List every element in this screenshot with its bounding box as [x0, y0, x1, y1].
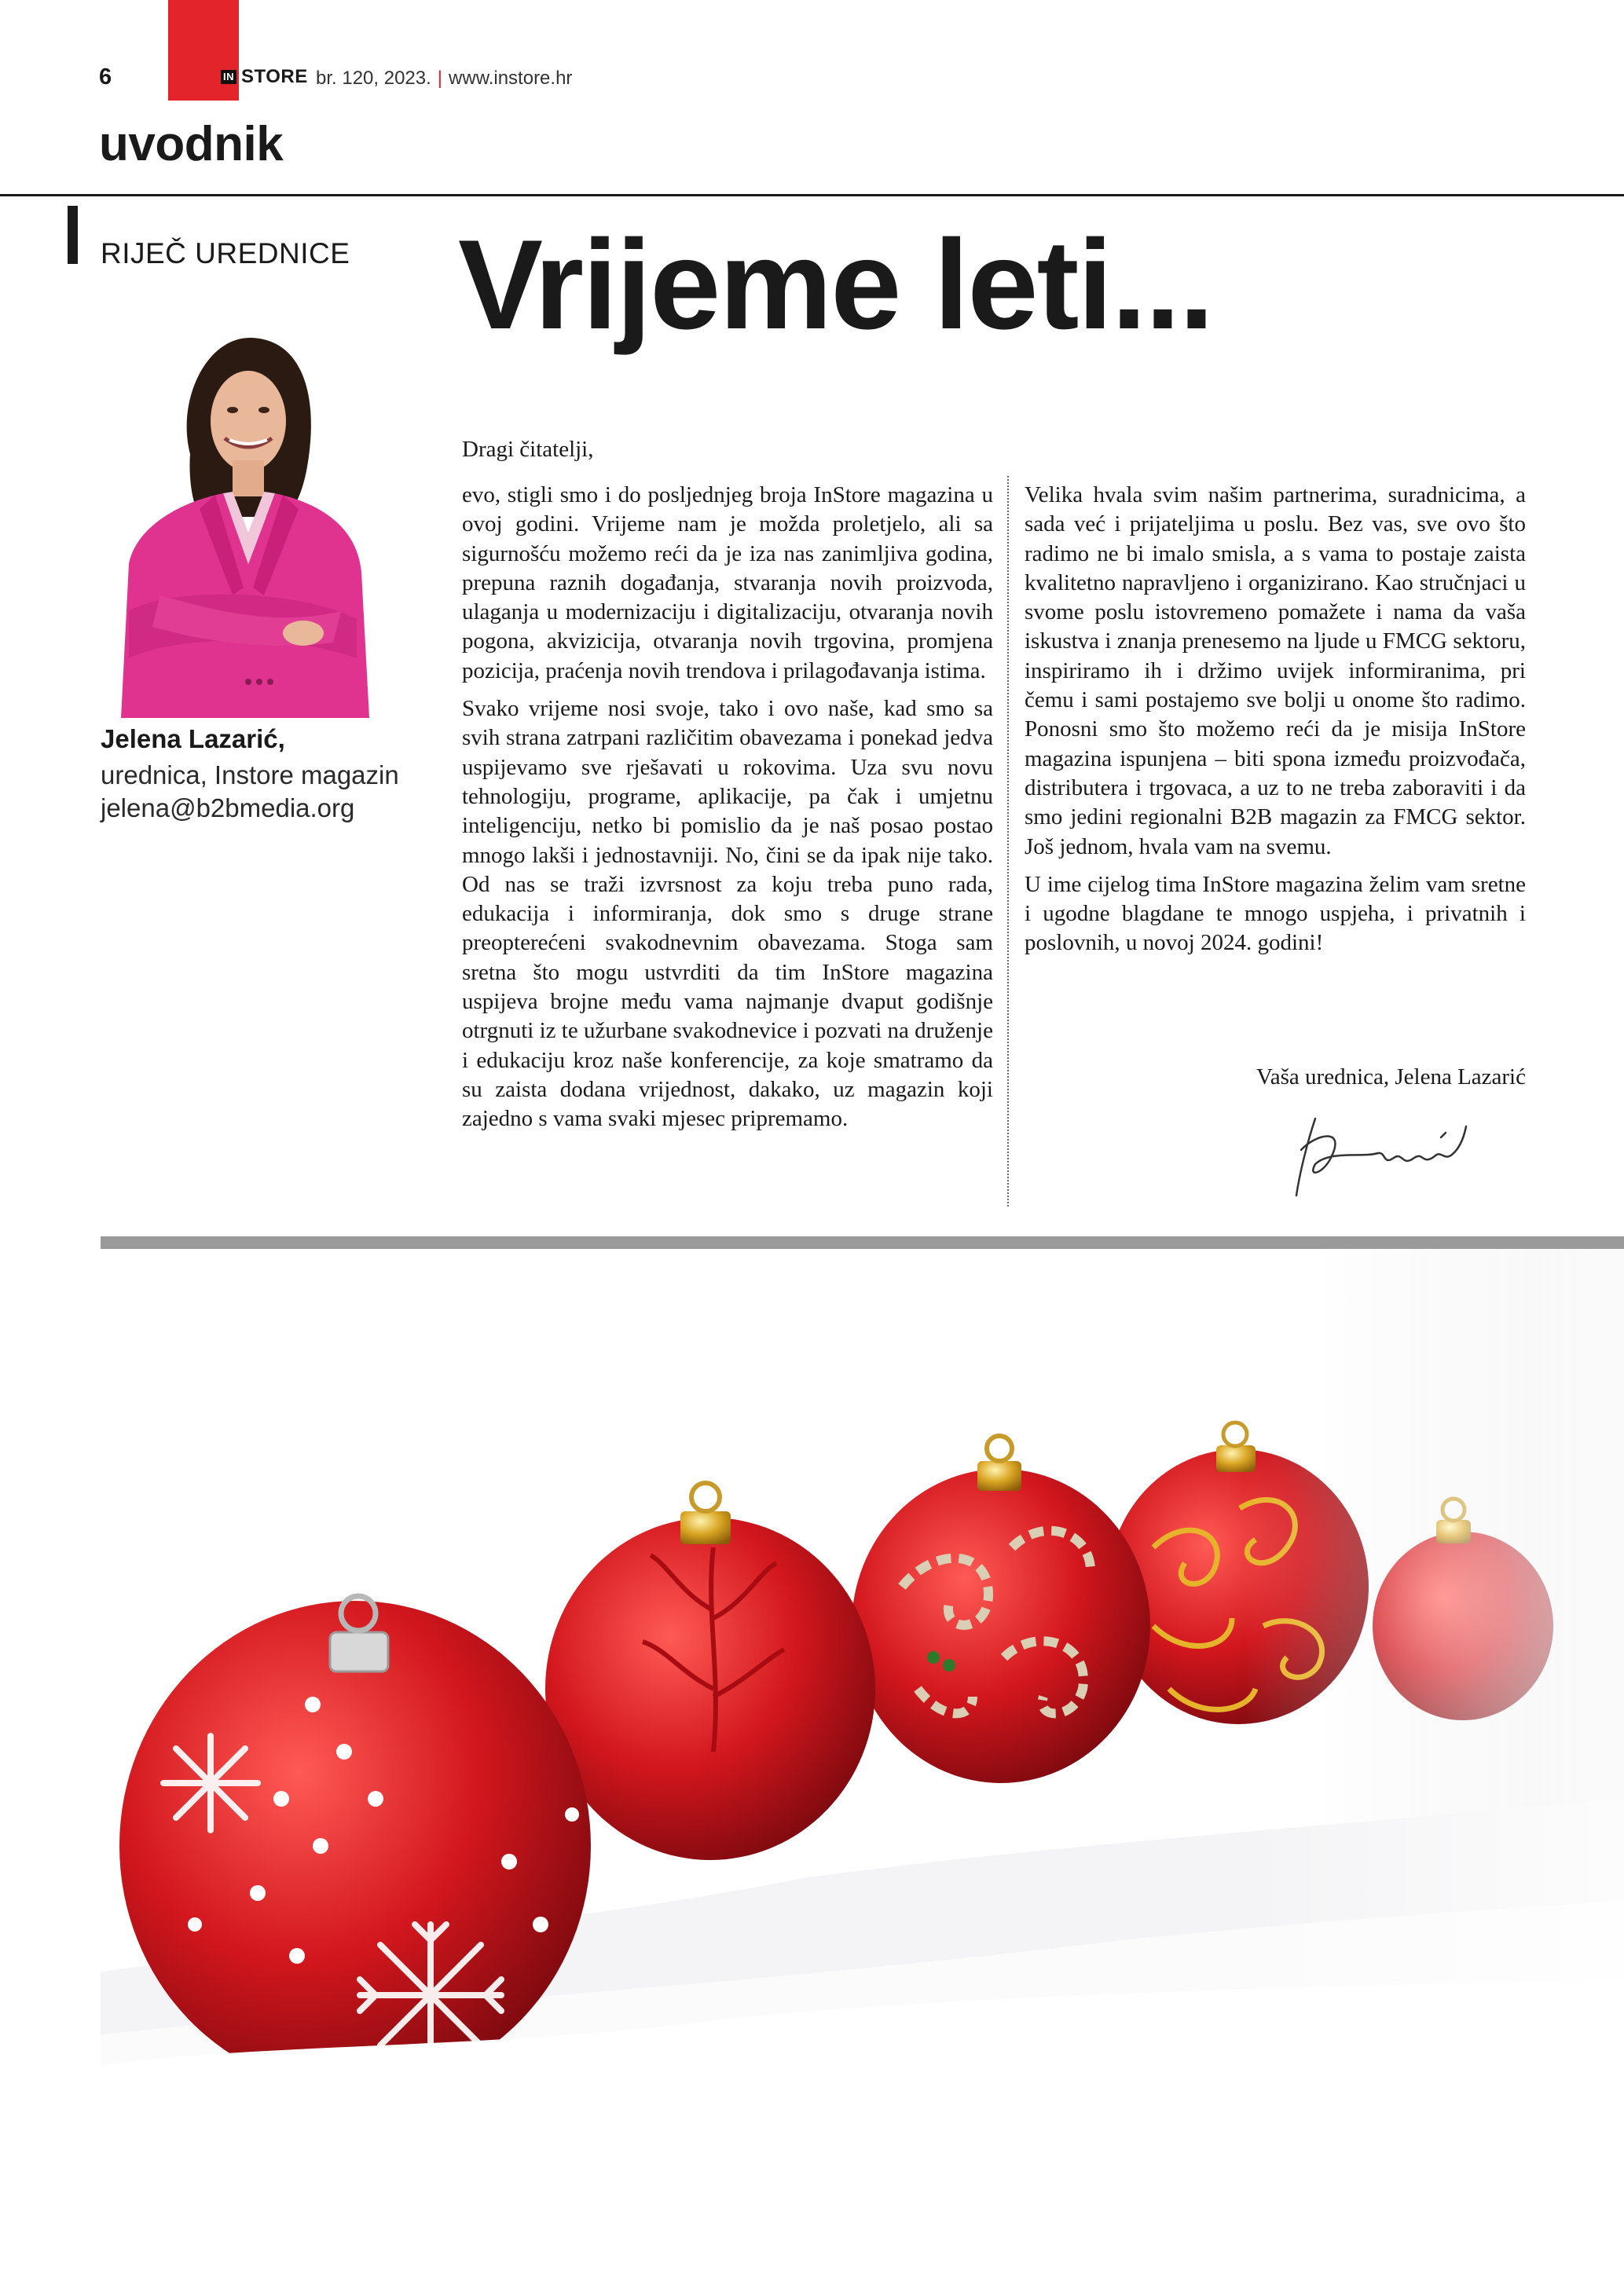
logo-text: STORE [241, 66, 308, 87]
article-headline: Vrijeme leti... [458, 214, 1213, 356]
paragraph: evo, stigli smo i do posljednjeg broja InStore magazina u ovoj godini. Vrijeme nam je možda proletjelo, ali sa sigurnošću možemo reći da je iza nas zanimljiva godina, prepuna raznih događanja, stvaranja novih proizvoda, ulaganja u modernizaciju i digitalizaciju, otvaranja novih pogona, akvizicija, otvaranja novih trgovina, promjena pozicija, praćenja novih trendova i prilagođavanja istima. [462, 482, 993, 683]
article-column-2 [1025, 481, 1526, 967]
closing-line: Vaša urednica, Jelena Lazarić [1256, 1064, 1526, 1089]
salutation: Dragi čitatelji, [462, 437, 594, 462]
author-photo [97, 328, 377, 718]
christmas-ornaments-photo [101, 1249, 1624, 2197]
kicker-bar [68, 206, 78, 264]
logo-badge: IN [221, 70, 236, 84]
paragraph: Velika hvala svim našim partnerima, suradnicima, a sada već i prijateljima u poslu. Bez vas, sve ovo što radimo ne bi imalo smisla, a s vama to postaje zaista kvalitetno napravljeno i organizirano. Kao stručnjaci u svome poslu istovremeno pomažete i nama da vaša iskustva i znanja prenesemo na ljude u FMCG sektoru, inspiriramo ih i držimo uvijek informiranima, pri čemu i sami postajemo sve bolji u onome što radimo. Ponosni smo što možemo reći da je misija InStore magazina ispunjena – biti spona između proizvođača, distributera i trgovaca, a uz to ne treba zaboraviti i da smo jedini regionalni B2B magazin za FMCG sektor. Još jednom, hvala vam na svemu. [1025, 482, 1526, 859]
paragraph: U ime cijelog tima InStore magazina želim vam sretne i ugodne blagdane te mnogo uspjeha, i privatnih i poslovnih, u novoj 2024. godini! [1025, 871, 1526, 956]
section-title: uvodnik [99, 117, 284, 171]
signature [1284, 1103, 1483, 1205]
issue-info [316, 68, 572, 90]
instore-logo[interactable] [221, 66, 308, 88]
column-divider [1007, 476, 1009, 1207]
website-link[interactable]: www.instore.hr [449, 68, 573, 89]
author-name: Jelena Lazarić, [101, 724, 285, 753]
paragraph: Svako vrijeme nosi svoje, tako i ovo naše, kad smo sa svih strana zatrpani različitim obavezama i ponekad jedva uspijevamo sve rješavati u rokovima. Uza svu novu tehnologiju, programe, aplikacije, pa čak i umjetnu inteligenciju, netko bi pomislio da je naš posao postao mnogo lakši i jednostavniji. No, čini se da ipak nije tako. Od nas se traži izvrsnost za koju treba puno rada, edukacija i informiranja, dok smo s druge strane preopterećeni svakodnevnim obavezama. Stoga sam sretna što mogu ustvrditi da tim InStore magazina uspijeva brojne među vama najmanje dvaput godišnje otrgnuti iz te užurbane svakodnevice i pozvati na druženje i edukaciju kroz naše konferencije, za koje smatramo da su zaista dodana vrijednost, dakako, uz magazin koji zajedno s vama svaki mjesec pripremamo. [462, 696, 993, 1132]
author-email[interactable]: jelena@b2bmedia.org [101, 793, 355, 822]
author-role: urednica, Instore magazin [101, 760, 399, 789]
issue-number: br. 120, 2023. [316, 68, 431, 89]
page-number: 6 [99, 64, 112, 90]
header-separator: | [437, 68, 443, 89]
header-rule [0, 194, 1624, 196]
kicker-label: RIJEČ UREDNICE [101, 237, 350, 269]
image-top-rule [101, 1236, 1624, 1249]
article-column-1 [462, 481, 993, 1143]
